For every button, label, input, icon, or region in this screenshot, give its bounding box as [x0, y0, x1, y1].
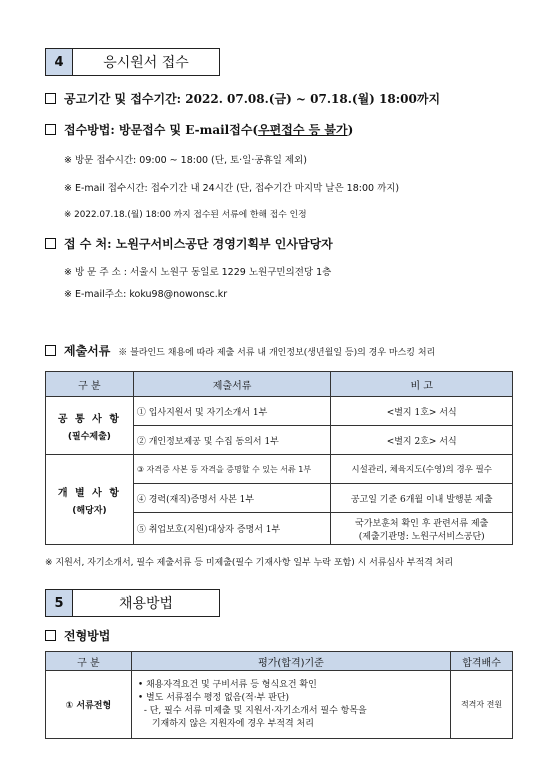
table-cell: 공고일 기준 6개월 이내 발행분 제출: [331, 484, 513, 513]
checkbox-square-icon: [45, 630, 56, 641]
documents-warning: ※ 지원서, 자기소개서, 필수 제출서류 등 미제출(필수 기재사항 일부 누락 포함) 시 서류심사 부적격 처리: [45, 558, 454, 568]
documents-heading-line: 제출서류 ※ 블라인드 채용에 따라 제출 서류 내 개인정보(생년월일 등)의 경우 마스킹 처리: [45, 342, 435, 359]
table-cell: <별지 2호> 서식: [331, 426, 513, 455]
section-number: 5: [46, 590, 73, 616]
table-cell: ② 개인정보제공 및 수집 동의서 1부: [133, 426, 331, 455]
col-header-category: 구 분: [46, 652, 132, 671]
email-address: ※ E-mail주소: koku98@nowonsc.kr: [64, 289, 228, 300]
table-cell: 국가보훈처 확인 후 관련서류 제출 (제출기관명: 노원구서비스공단): [331, 513, 513, 545]
checkbox-square-icon: [45, 93, 56, 104]
note-visit-time: ※ 방문 접수시간: 09:00 ~ 18:00 (단, 토·일·공휴일 제외): [64, 155, 307, 166]
stage-cell: ① 서류전형: [46, 671, 132, 739]
table-cell: <별지 1호> 서식: [331, 397, 513, 426]
documents-table: [45, 371, 513, 545]
checkbox-square-icon: [45, 345, 56, 356]
section-title: 응시원서 접수: [103, 55, 189, 71]
col-header-remarks: 비 고: [331, 372, 513, 397]
ratio-cell: 적격자 전원: [451, 671, 513, 739]
individual-category-cell: 개 별 사 항 (해당자): [46, 455, 134, 545]
note-email-time: ※ E-mail 접수시간: 접수기간 내 24시간 (단, 접수기간 마지막 날은 18:00 까지): [64, 183, 400, 194]
criteria-cell: • 채용자격요건 및 구비서류 등 형식요건 확인 • 별도 서류점수 평정 없음(적·부 판단) - 단, 필수 서류 미제출 및 지원서·자기소개서 필수 항목을 기재하지 않은 지원자에 경우 부적격 처리: [131, 671, 450, 739]
checkbox-square-icon: [45, 124, 56, 135]
table-cell: ③ 자격증 사본 등 자격을 증명할 수 있는 서류 1부: [133, 455, 331, 484]
table-cell: ① 입사지원서 및 자기소개서 1부: [133, 397, 331, 426]
col-header-documents: 제출서류: [133, 372, 331, 397]
section-5-header: [45, 589, 220, 617]
col-header-criteria: 평가(합격)기준: [131, 652, 450, 671]
visit-address: ※ 방 문 주 소 : 서울시 노원구 동일로 1229 노원구민의전당 1층: [64, 267, 332, 278]
table-cell: ⑤ 취업보호(지원)대상자 증명서 1부: [133, 513, 331, 545]
section-4-header: [45, 48, 220, 76]
process-heading-line: 전형방법: [45, 627, 110, 644]
col-header-ratio: 합격배수: [451, 652, 513, 671]
section-title: 채용방법: [118, 596, 174, 612]
masking-note: ※ 블라인드 채용에 따라 제출 서류 내 개인정보(생년월일 등)의 경우 마스킹 처리: [118, 348, 436, 358]
period-line: 공고기간 및 접수기간: 2022. 07.08.(금) ~ 07.18.(월) 18:00까지: [45, 90, 440, 107]
section-number: 4: [46, 49, 73, 75]
method-line: 접수방법: 방문접수 및 E-mail접수(우편접수 등 불가): [45, 121, 353, 138]
process-table: [45, 651, 513, 739]
checkbox-square-icon: [45, 238, 56, 249]
table-cell: 시설관리, 체육지도(수영)의 경우 필수: [331, 455, 513, 484]
note-deadline: ※ 2022.07.18.(월) 18:00 까지 접수된 서류에 한해 접수 인정: [64, 210, 307, 220]
col-header-category: 구 분: [46, 372, 134, 397]
common-category-cell: 공 통 사 항 (필수제출): [46, 397, 134, 455]
table-cell: ④ 경력(재직)증명서 사본 1부: [133, 484, 331, 513]
recipient-line: 접 수 처: 노원구서비스공단 경영기획부 인사담당자: [45, 235, 333, 252]
